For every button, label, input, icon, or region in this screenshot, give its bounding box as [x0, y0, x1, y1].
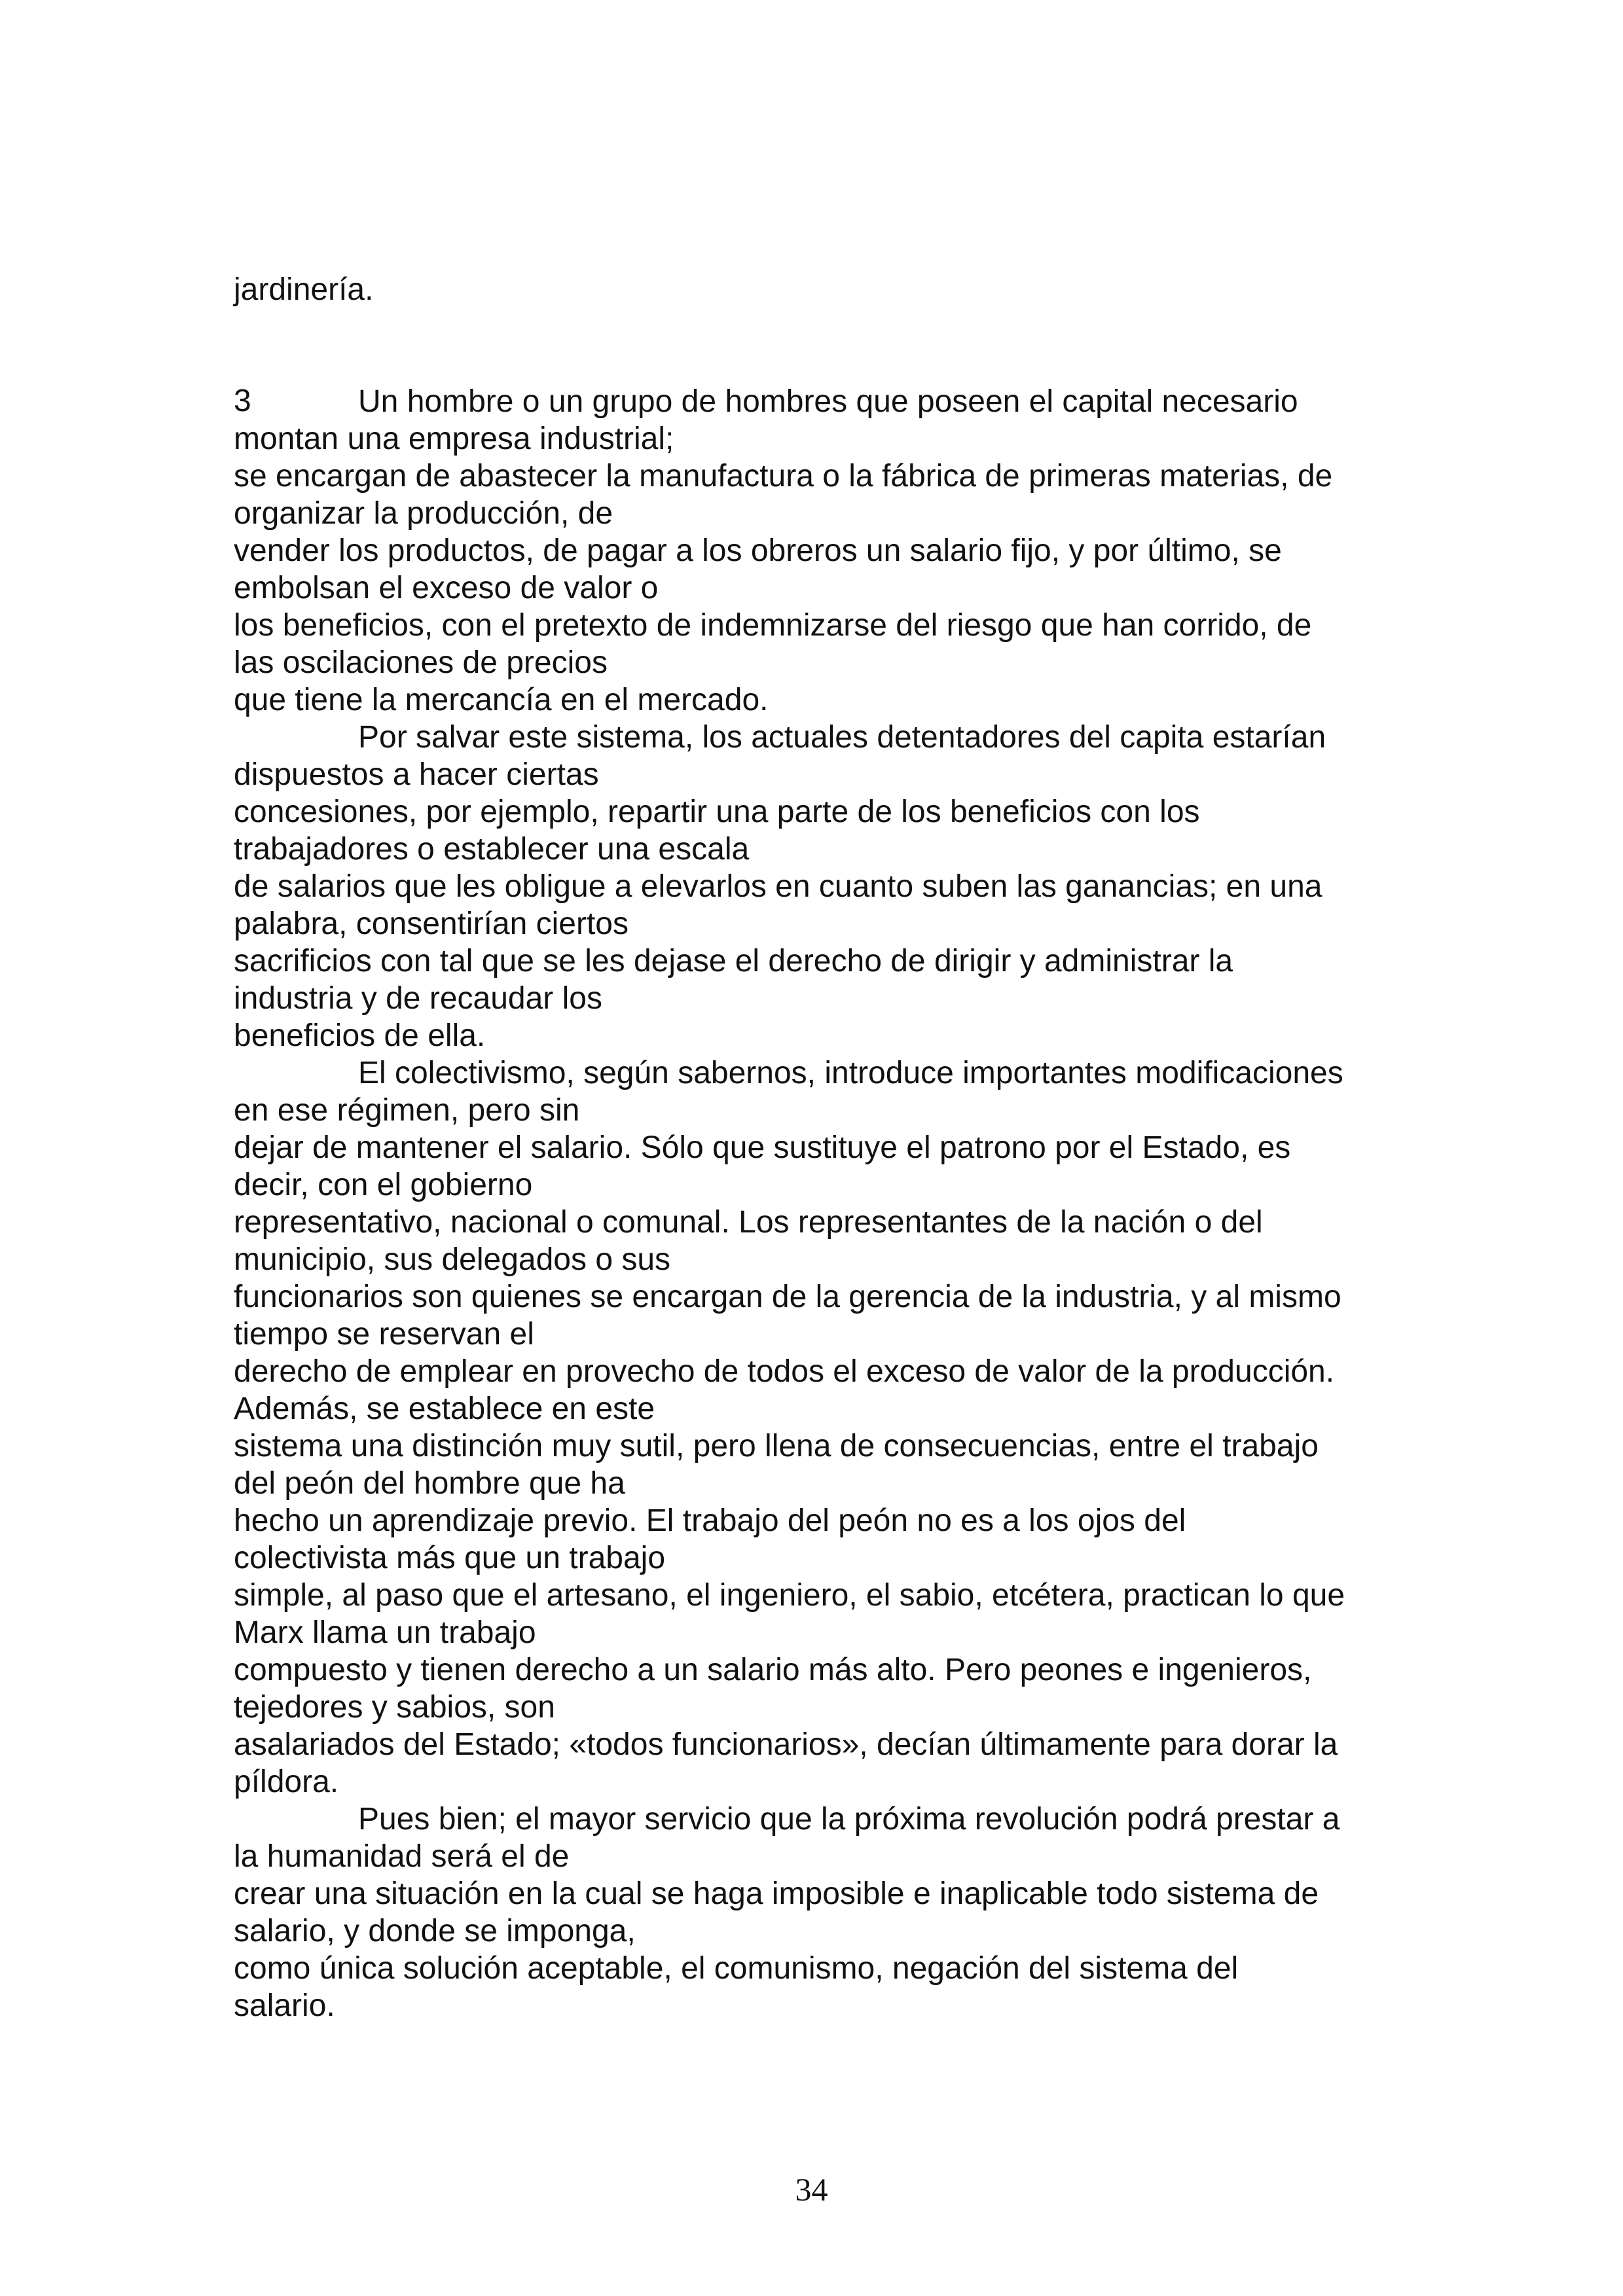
page-number: 34 [795, 2171, 828, 2208]
text-line: decir, con el gobierno [234, 1168, 533, 1202]
text-line: montan una empresa industrial; [234, 422, 674, 456]
text-line: beneficios de ella. [234, 1018, 486, 1053]
text-line: derecho de emplear en provecho de todos el exceso de valor de la producción. [234, 1354, 1335, 1389]
text-line: El colectivismo, según sabernos, introduce importantes modificaciones [358, 1056, 1343, 1090]
text-line: representativo, nacional o comunal. Los representantes de la nación o del [234, 1205, 1263, 1240]
text-line: Un hombre o un grupo de hombres que poseen el capital necesario [358, 384, 1298, 419]
text-line: como única solución aceptable, el comunismo, negación del sistema del [234, 1951, 1239, 1986]
text-line: tiempo se reservan el [234, 1317, 534, 1352]
text-line: Además, se establece en este [234, 1391, 655, 1426]
text-line: crear una situación en la cual se haga imposible e inaplicable todo sistema de [234, 1876, 1319, 1911]
text-line: Pues bien; el mayor servicio que la próxima revolución podrá prestar a [358, 1802, 1340, 1837]
lead-line-text: jardinería. [234, 272, 374, 307]
text-line: salario, y donde se imponga, [234, 1914, 636, 1948]
text-line: concesiones, por ejemplo, repartir una parte de los beneficios con los [234, 795, 1200, 829]
text-line: se encargan de abastecer la manufactura o la fábrica de primeras materias, de [234, 459, 1333, 493]
text-line: salario. [234, 1988, 335, 2023]
text-line: trabajadores o establecer una escala [234, 832, 750, 867]
body-text [234, 383, 1425, 2024]
text-line: dispuestos a hacer ciertas [234, 757, 599, 792]
text-line: tejedores y sabios, son [234, 1690, 555, 1725]
text-line: de salarios que les obligue a elevarlos en cuanto suben las ganancias; en una [234, 869, 1322, 904]
text-line: funcionarios son quienes se encargan de la gerencia de la industria, y al mismo [234, 1280, 1341, 1314]
text-line: los beneficios, con el pretexto de indemnizarse del riesgo que han corrido, de [234, 608, 1312, 643]
text-line: asalariados del Estado; «todos funcionarios», decían últimamente para dorar la [234, 1727, 1338, 1762]
text-line: Marx llama un trabajo [234, 1615, 536, 1650]
text-line: hecho un aprendizaje previo. El trabajo del peón no es a los ojos del [234, 1503, 1186, 1538]
text-line: colectivista más que un trabajo [234, 1541, 666, 1575]
text-line: embolsan el exceso de valor o [234, 571, 659, 605]
text-line: municipio, sus delegados o sus [234, 1242, 671, 1277]
text-line: la humanidad será el de [234, 1839, 570, 1874]
text-line: simple, al paso que el artesano, el ingeniero, el sabio, etcétera, practican lo que [234, 1578, 1345, 1613]
text-line: del peón del hombre que ha [234, 1466, 625, 1501]
text-line: sacrificios con tal que se les dejase el derecho de dirigir y administrar la [234, 944, 1233, 978]
text-line: sistema una distinción muy sutil, pero llena de consecuencias, entre el trabajo [234, 1429, 1319, 1463]
text-line: palabra, consentirían ciertos [234, 906, 629, 941]
text-line: dejar de mantener el salario. Sólo que sustituye el patrono por el Estado, es [234, 1130, 1291, 1165]
text-line: píldora. [234, 1765, 339, 1799]
text-line: vender los productos, de pagar a los obreros un salario fijo, y por último, se [234, 533, 1282, 568]
section-number: 3 [234, 384, 251, 418]
text-line: en ese régimen, pero sin [234, 1093, 580, 1128]
text-line: las oscilaciones de precios [234, 645, 608, 680]
text-line: compuesto y tienen derecho a un salario más alto. Pero peones e ingenieros, [234, 1653, 1312, 1687]
text-line: industria y de recaudar los [234, 981, 602, 1016]
text-line: Por salvar este sistema, los actuales detentadores del capita estarían [358, 720, 1326, 755]
text-line: organizar la producción, de [234, 496, 613, 531]
text-line: que tiene la mercancía en el mercado. [234, 683, 769, 717]
